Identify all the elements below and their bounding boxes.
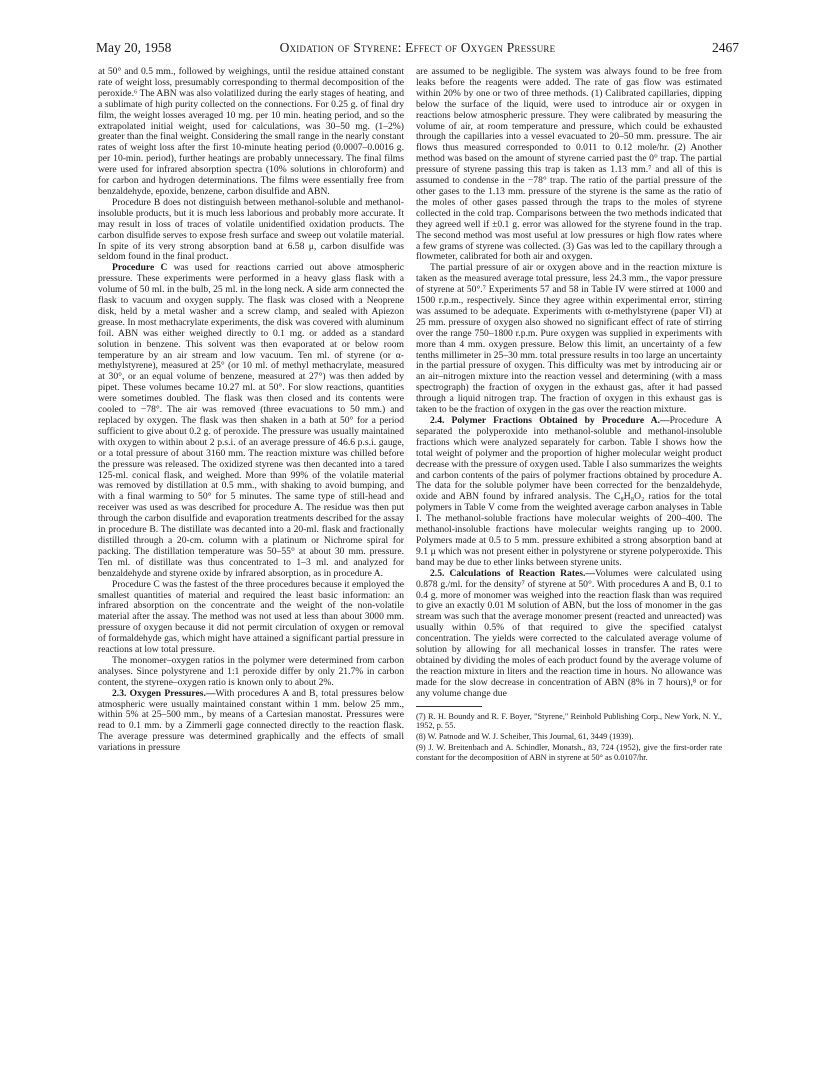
header-date: May 20, 1958 [96,40,172,55]
paragraph [416,416,722,569]
paragraph-body: Volumes were calculated using 0.878 g./ml. for the density⁷ of styrene at 50°. With procedures A and B, 0.1 to 0.4 g. more of monomer was weighed into the reaction flask than was required to give an exactly 0.01 M solution of ABN, but the loss of monomer in the gas stream was such that the average monomer present (reacted and unreacted) was usually within 0.5% of that required to give the specified catalyst concentration. The yields were corrected to the calculated average volume of solution by allowing for all mechanical losses in transfer. The rates were obtained by dividing the moles of each product found by the average volume of the reaction mixture in liters and the reaction time in hours. No allowance was made for the slow decrease in concentration of ABN (8% in 7 hours),⁸ or for any volume change due [416,567,722,699]
paragraph: Procedure C was the fastest of the three procedures because it employed the smallest quantities of material and required the least basic information: an infrared absorption on the concentrate and the weight of the non-volatile material after the assay. The method was not used at less than about 3000 mm. pressure of oxygen because it did not permit circulation of oxygen or removal of formaldehyde gas, which might have attained a significant partial pressure in reactions at low total pressure. [98,578,404,656]
paragraph: Procedure B does not distinguish between methanol-soluble and methanol-insoluble products, but it is much less laborious and probably more accurate. It may result in loss of traces of volatile unidentified oxidation products. The carbon disulfide serves to expose fresh surface and sweep out volatile material. In spite of its very strong absorption band at 6.58 μ, carbon disulfide was seldom found in the final product. [98,196,404,263]
paragraph-lead: Procedure C [112,262,168,274]
left-column [98,67,404,754]
paragraph [98,263,404,579]
paragraph: are assumed to be negligible. The system was always found to be free from leaks before the reagents were added. The rate of gas flow was estimated within 20% by one or two of three methods. (1) Calibrated capillaries, dipping below the surface of the liquid, were used to introduce air or oxygen in reactions below atmospheric pressure. They were calibrated by measuring the volume of air, at room temperature and pressure, which could be exhausted through the capillaries into a vessel evacuated to 20–50 mm. pressure. The air flows thus measured corresponded to 0.011 to 0.12 mole/hr. (2) Another method was based on the amount of styrene carried past the 0° trap. The partial pressure of styrene passing this trap is taken as 1.13 mm.⁷ and all of this is assumed to condense in the −78° trap. The ratio of the partial pressure of the other gases to the 1.13 mm. pressure of the styrene is the same as the ratio of the moles of other gases passed through the traps to the moles of styrene collected in the cold trap. Comparisons between the two methods indicated that they agreed well if ±0.1 g. error was allowed for the styrene found in the trap. The second method was most useful at low pressures or high flow rates where a few grams of styrene was collected. (3) Gas was led to the capillary through a flowmeter, calibrated for both air and oxygen. [416,66,722,263]
footnote-divider [416,706,482,707]
section-heading: 2.3. Oxygen Pressures.— [112,687,216,699]
footnote: (7) R. H. Boundy and R. F. Boyer, "Styrene," Reinhold Publishing Corp., New York, N. Y., 1952, p. 55. [416,711,722,731]
section-heading: 2.4. Polymer Fractions Obtained by Procedure A.— [430,415,670,426]
paragraph-body: was used for reactions carried out above atmospheric pressure. These experiments were performed in a heavy glass flask with a volume of 50 ml. in the bulb, 25 ml. in the long neck. A side arm connected the flask to vacuum and oxygen supply. The flask was closed with a Neoprene disk, held by a metal washer and a screw clamp, and sealed with Apiezon grease. In most methacrylate experiments, the disk was covered with aluminum foil. ABN was either weighed directly to 0.1 mg. or added as a standard solution in benzene. This solvent was then evaporated at or below room temperature by an air stream and low vacuum. Ten ml. of styrene (or α-methylstyrene), measured at 25° (or 10 ml. of methyl methacrylate, measured at 30°, or an equal volume of benzene, measured at 27°) was then added by pipet. These volumes became 10.27 ml. at 50°. For slow reactions, quantities were sometimes doubled. The flask was then closed and its contents were cooled to −78°. The air was removed (three evacuations to 50 mm.) and replaced by oxygen. The flask was then shaken in a bath at 50° for a period sufficient to give about 0.2 g. of peroxide. The pressure was usually maintained with oxygen to within about 2 p.s.i. of an average pressure of 46.6 p.s.i. gauge, or a total pressure of about 3160 mm. The reaction mixture was chilled before the pressure was released. The oxidized styrene was then decanted into a tared 125-ml. conical flask, and weighed. More than 99% of the volatile material was removed by distillation at 0.5 mm., with shaking to avoid bumping, and with a final warming to 50° for 5 minutes. The same type of still-head and receiver was used as was described for procedure A. The residue was then put through the carbon disulfide and evaporation treatments described for the assay in procedure B. The distillate was decanted into a 20-ml. flask and fractionally distilled through a 20-cm. column with a platinum or Nichrome spiral for packing. The distillation temperature was 50–55° at about 30 mm. pressure. Ten ml. of distillate was thus concentrated to 1–3 ml. and analyzed for benzaldehyde and styrene oxide by infrared absorption, as in procedure A. [98,262,404,579]
footnote: (9) J. W. Breitenbach and A. Schindler, Monatsh., 83, 724 (1952), give the first-order rate constant for the decomposition of ABN in styrene at 50° as 0.0107/hr. [416,742,722,762]
paragraph: at 50° and 0.5 mm., followed by weighings, until the residue attained constant rate of weight loss, presumably corresponding to thermal decomposition of the peroxide.⁶ The ABN was also volatilized during the early stages of heating, and a sublimate of high purity collected on the connections. For 0.25 g. of final dry film, the weight losses averaged 10 mg. per 10 min. heating period, and so the extrapolated initial weight, used for calculations, was 30–50 mg. (1–2%) greater than the final weight. Considering the small range in the nearly constant rates of weight loss after the first 10-minute heating period (0.0007–0.0016 g. per 10-min. period), further heatings are probably unnecessary. The final films were used for infrared absorption spectra (10% solutions in chloroform) and for carbon and hydrogen determinations. The films were essentially free from benzaldehyde, epoxide, benzene, carbon disulfide and ABN. [98,66,404,197]
footnote: (8) W. Patnode and W. J. Scheiber, This Journal, 61, 3449 (1939). [416,732,634,742]
paragraph-body: Procedure A separated the polyperoxide into methanol-soluble and methanol-insoluble fractions which were analyzed separately for carbon. Table I shows how the total weight of polymer and the proportion of higher molecular weight product decrease with the pressure of oxygen used. Table I also summarizes the weights and carbon contents of the pairs of polymer fractions obtained by procedure A. The data for the soluble polymer have been corrected for the benzaldehyde, oxide and ABN found by infrared analysis. The C₈H₈O₂ ratios for the total polymers in Table V come from the weighted average carbon analyses in Table I. The methanol-soluble fractions have molecular weights of 200–400. The methanol-insoluble fractions have molecular weights ranging up to 2000. Polymers made at 0.5 to 5 mm. pressure exhibited a strong absorption band at 9.1 μ which was not present either in polystyrene or styrene polyperoxide. This band may be due to ether links between styrene units. [416,415,722,568]
paragraph: The monomer–oxygen ratios in the polymer were determined from carbon analyses. Since polystyrene and 1:1 peroxide differ by only 21.7% in carbon content, the styrene–oxygen ratio is known only to about 2%. [98,654,404,688]
section-heading: 2.5. Calculations of Reaction Rates.— [430,567,596,579]
paragraph-body: With procedures A and B, total pressures below atmospheric were usually maintained constant within 1 mm. below 25 mm., within 5% at 25–500 mm., by means of a Cartesian manostat. Pressures were read to 0.1 mm. by a Zimmerli gage connected directly to the reaction flask. The average pressure was determined graphically and the effects of small variations in pressure [98,687,404,754]
paragraph: The partial pressure of air or oxygen above and in the reaction mixture is taken as the measured average total pressure, less 24.3 mm., the vapor pressure of styrene at 50°.⁷ Experiments 57 and 58 in Table IV were stirred at 1000 and 1500 r.p.m., respectively. Since they agree within experimental error, stirring was assumed to be adequate. Experiments with α-methylstyrene (paper VI) at 25 mm. pressure of oxygen also showed no significant effect of rate of stirring over the range 750–1800 r.p.m. Pure oxygen was supplied in experiments with more than 4 mm. oxygen pressure. Below this limit, an uncertainty of a few tenths millimeter in 25–30 mm. total pressure results in too large an uncertainty in the partial pressure of oxygen. This difficulty was met by introducing air or an air–nitrogen mixture into the reaction vessel and determining (with a mass spectrograph) the fraction of oxygen in the exhaust gas, after it had passed through a liquid nitrogen trap. The fraction of oxygen in this exhaust gas is taken to be the fraction of oxygen in the gas over the reaction mixture. [416,262,722,416]
paragraph [98,689,404,754]
footnotes [416,712,722,763]
paragraph [416,569,722,700]
header-title: Oxidation of Styrene: Effect of Oxygen Pressure [279,40,556,55]
running-header [96,40,739,60]
right-column [416,67,722,764]
page-number: 2467 [712,40,739,55]
